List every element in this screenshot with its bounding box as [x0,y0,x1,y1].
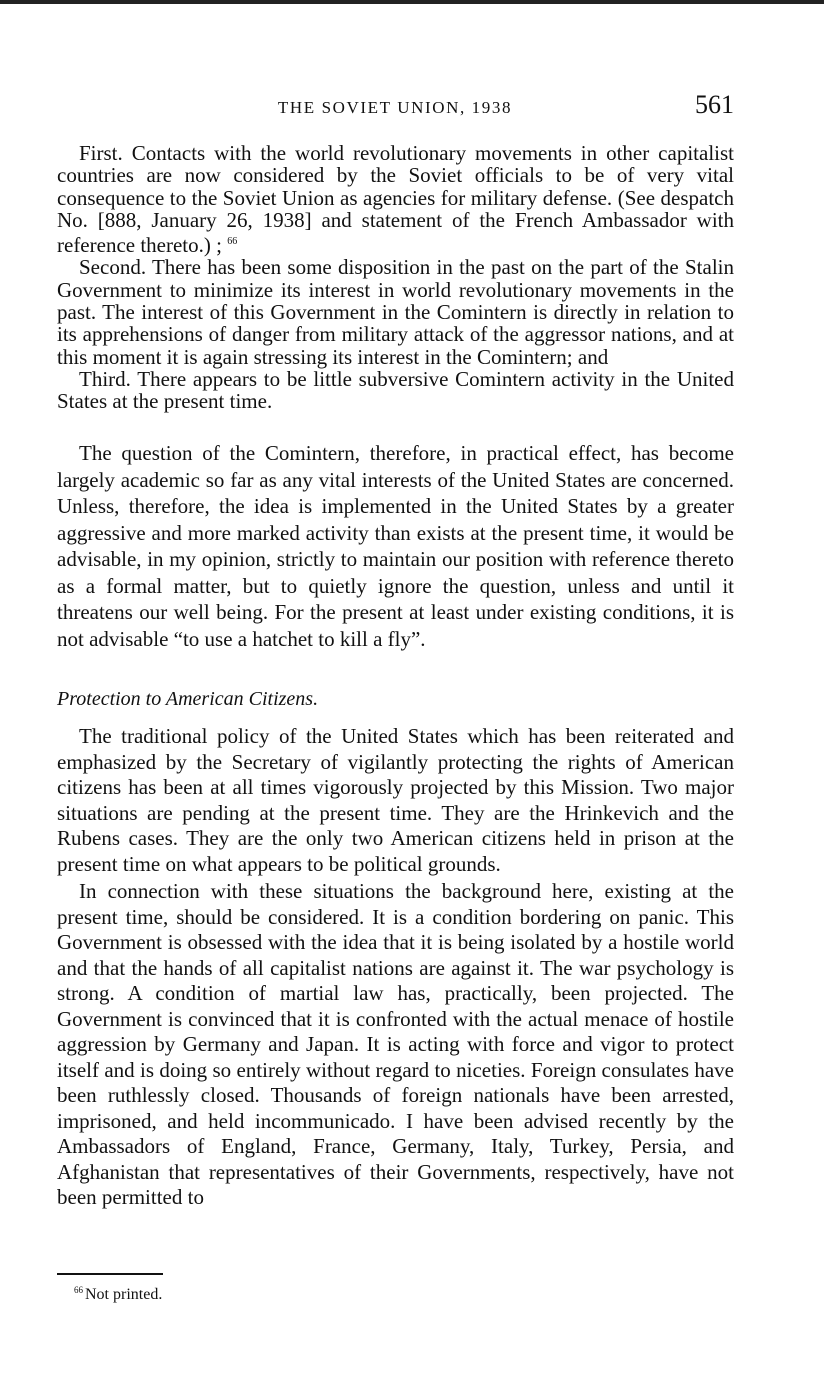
running-head: THE SOVIET UNION, 1938 [277,98,513,117]
section-body [57,724,734,1211]
section-heading: Protection to American Citizens. [57,688,319,710]
footnote-text: Not printed. [85,1286,163,1303]
page-header [56,90,734,126]
page-number: 561 [695,90,734,119]
footnote-reference: 66 [227,236,238,248]
paragraph-background: In connection with these situations the background here, existing at the present time, should be considered. It is a condition bordering on panic. This Government is obsessed with the idea that it is being isolated by a hostile world and that the hands of all capitalist nations are against it. The war psychology is strong. A condition of martial law has, practically, been projected. The Government is convinced that it is confronted with the actual menace of hostile aggression by Germany and Japan. It is acting with force and vigor to protect itself and is doing so entirely without regard to niceties. Foreign consulates have been ruthlessly closed. Thousands of foreign nationals have been arrested, imprisoned, and held incommunicado. I have been advised recently by the Ambassadors of England, France, Germany, Italy, Turkey, Persia, and Afghanistan that representatives of their Governments, respectively, have not been permitted to [57,879,734,1209]
footnote-mark: 66 [74,1285,83,1295]
top-border-rule [0,0,824,4]
footnote [74,1285,162,1304]
paragraph-first-text: First. Contacts with the world revolutionary movements in other capitalist countries are now considered by the Soviet officials to be of very vital consequence to the Soviet Union as agencies for military defense. (See despatch No. [888, January 26, 1938] and statement of the French Ambassador with reference thereto.) ; [57,141,734,258]
paragraph-second: Second. There has been some disposition in the past on the part of the Stalin Government to minimize its interest in world revolutionary movements in the past. The interest of this Government in the Comintern is directly in relation to its apprehensions of danger from military attack of the aggressor nations, and at this moment it is again stressing its interest in the Comintern; and [57,255,734,369]
enumerated-points [57,142,734,413]
paragraph-third: Third. There appears to be little subversive Comintern activity in the United States at the present time. [57,366,734,414]
paragraph-first [57,142,734,256]
footnote-divider [57,1273,163,1275]
paragraph-comintern-question: The question of the Comintern, therefore, in practical effect, has become largely academic so far as any vital interests of the United States are concerned. Unless, therefore, the idea is implemented in the United States by a greater aggressive and more marked activity than exists at the present time, it would be advisable, in my opinion, strictly to maintain our position with reference thereto as a formal matter, but to quietly ignore the question, unless and until it threatens our well being. For the present at least under existing conditions, it is not advisable “to use a hatchet to kill a fly”. [57,441,734,651]
paragraph-traditional-policy: The traditional policy of the United States which has been reiterated and emphasized by the Secretary of vigilantly protecting the rights of American citizens has been at all times vigorously projected by this Mission. Two major situations are pending at the present time. They are the Hrinkevich and the Rubens cases. They are the only two American citizens held in prison at the present time on what appears to be political grounds. [57,724,734,876]
